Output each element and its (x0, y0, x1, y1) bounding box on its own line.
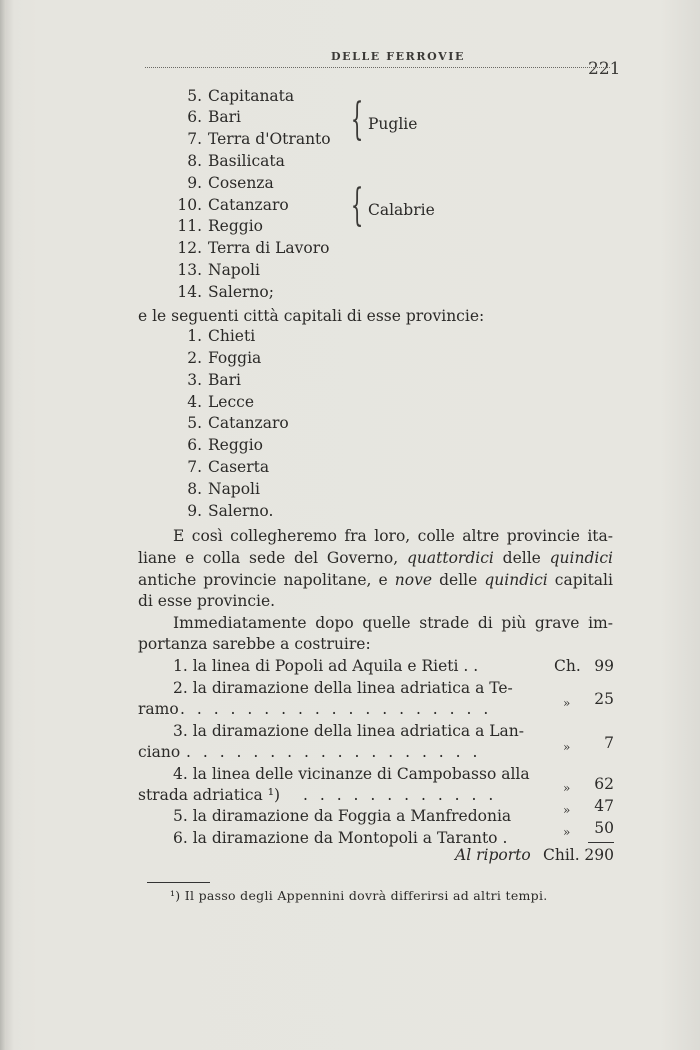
puglie-brace: { (350, 94, 364, 145)
list-item: 7. Caserta (187, 458, 270, 476)
page-gutter (0, 0, 6, 1050)
list-item: 9. Salerno. (187, 502, 274, 520)
calabrie-brace: { (350, 180, 364, 231)
list-item: 9. Cosenza (187, 174, 274, 192)
paragraph-line: Immediatamente dopo quelle strade di più grave im- (173, 614, 613, 632)
paragraph-line: E così collegheremo fra loro, colle altre provincie ita- (173, 527, 613, 545)
list-item: 2. Foggia (187, 349, 262, 367)
group-label-calabrie: Calabrie (368, 201, 435, 219)
list-item: 5. Capitanata (187, 87, 295, 105)
running-header: DELLE FERROVIE (331, 50, 465, 63)
list-item: 3. Bari (187, 371, 241, 389)
list-item: 14. Salerno; (177, 283, 274, 301)
list-item: 10. Catanzaro (177, 196, 289, 214)
footnote-rule (147, 882, 210, 883)
book-page: DELLE FERROVIE 221 5. Capitanata 6. Bari 7. Terra d'Otranto 8. Basilicata 9. Cosenza 10. Catanzaro 11. Reggio 12. Terra di Lavoro 13. Napoli 14. Salerno; { Puglie { Calabrie e le seguenti città capitali di esse provincie: 1. Chieti 2. Foggia 3. Bari 4. Lecce 5. Catanzaro 6. Reggio 7. Caserta 8. Napoli 9. Salerno. E così collegheremo fra loro, colle altre provincie ita- liane e colla sede del Governo, quattordici delle quindici antiche provincie napolitane, e nove delle quindici capitali di esse provincie. Immediatamente dopo quelle strade di più grave im- portanza sarebbe a costruire: 1. la linea di Popoli ad Aquila e Rieti . . Ch. 99 2. la diramazione della linea adriatica a Te- ramo . . . . . . . . . . . . . . . . . . . » 25 3. la diramazione della linea adriatica a Lan- ciano . . . . . . . . . . . . . . . . . . » 7 4. la linea delle vicinanze di Campobasso alla strada adriatica ¹) . . . . . . . . . . . . » 62 5. la diramazione da Foggia a Manfredonia » 47 6. la diramazione da Montopoli a Taranto . » 50 Al riporto Chil. 290 ¹) Il passo degli Appennini dovrà differirsi ad altri tempi. (0, 0, 700, 1050)
list-item: 12. Terra di Lavoro (177, 239, 330, 257)
paragraph-line: antiche provincie napolitane, e nove delle quindici capitali (138, 571, 613, 589)
list-item: 8. Basilicata (187, 152, 285, 170)
list-item: 8. Napoli (187, 480, 260, 498)
list-item: 7. Terra d'Otranto (187, 130, 331, 148)
list-item: 1. Chieti (187, 327, 256, 345)
list-item: 4. Lecce (187, 393, 255, 411)
paragraph-line: liane e colla sede del Governo, quattordici delle quindici (138, 549, 613, 567)
list-item: 13. Napoli (177, 261, 260, 279)
page-number: 221 (588, 59, 621, 79)
paragraph-line: portanza sarebbe a costruire: (138, 635, 371, 653)
list-item: 6. Bari (187, 108, 241, 126)
capitals-intro: e le seguenti città capitali di esse provincie: (138, 307, 485, 325)
header-rule (145, 67, 610, 68)
list-item: 6. Reggio (187, 436, 263, 454)
paragraph-line: di esse provincie. (138, 592, 276, 610)
sum-rule (588, 842, 614, 843)
group-label-puglie: Puglie (368, 115, 418, 133)
list-item: 5. Catanzaro (187, 414, 289, 432)
footnote: ¹) Il passo degli Appennini dovrà differirsi ad altri tempi. (170, 888, 548, 903)
list-item: 11. Reggio (177, 217, 263, 235)
